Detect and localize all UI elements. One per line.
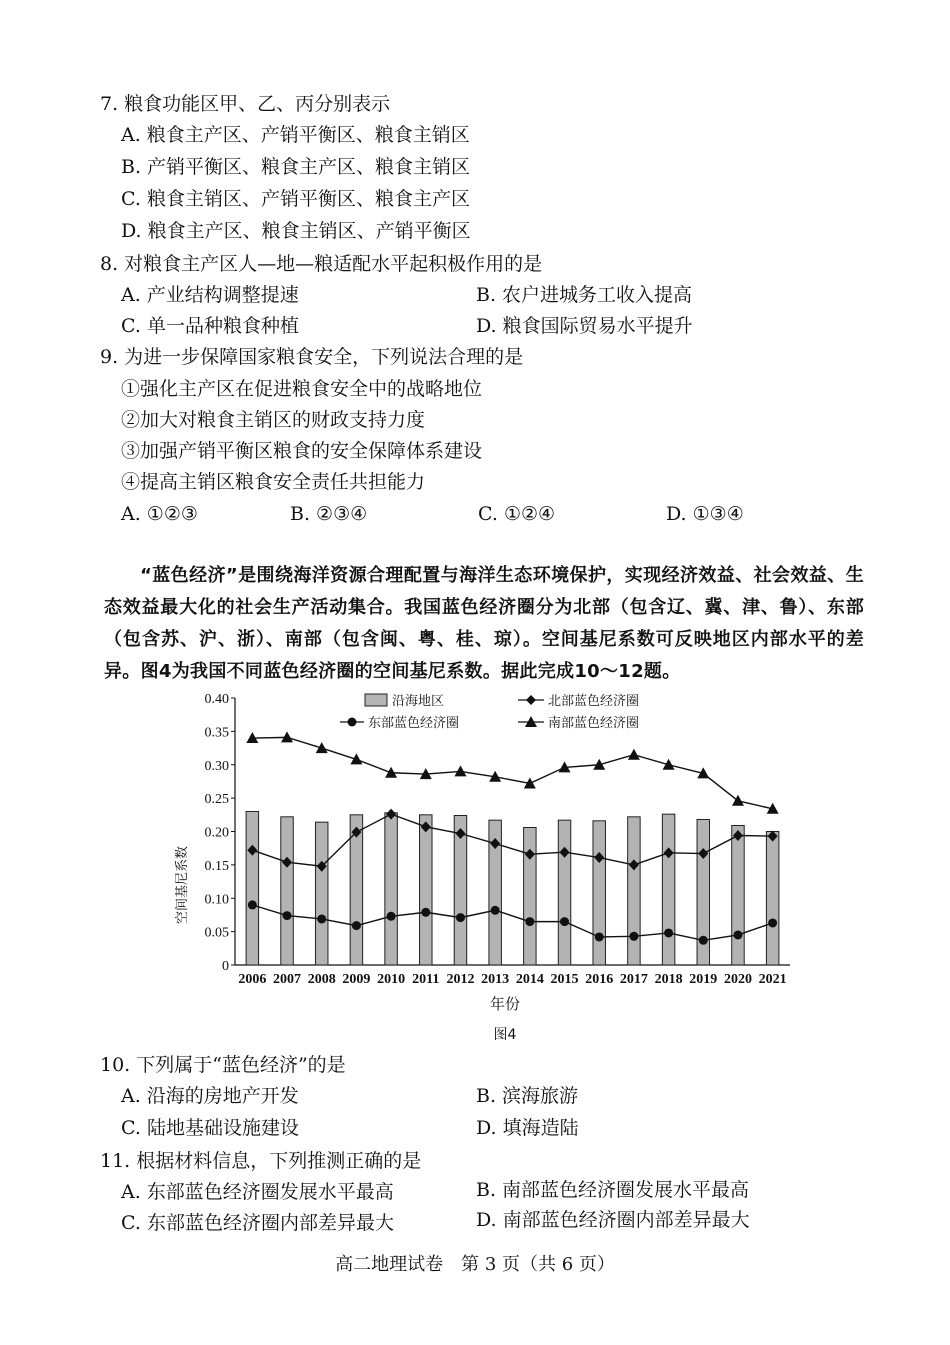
bar-coastal bbox=[593, 821, 605, 965]
x-tick-label: 2015 bbox=[550, 972, 579, 987]
bar-coastal bbox=[732, 825, 744, 965]
y-tick-label: 0.25 bbox=[204, 792, 229, 808]
q7-option-a: A. 粮食主产区、产销平衡区、粮食主销区 bbox=[121, 124, 470, 146]
point-east bbox=[768, 918, 777, 927]
q10-option-b: B. 滨海旅游 bbox=[476, 1085, 579, 1107]
legend-swatch-coastal bbox=[365, 694, 387, 706]
x-tick-label: 2009 bbox=[342, 972, 371, 987]
point-east bbox=[595, 932, 604, 941]
x-tick-label: 2016 bbox=[585, 972, 614, 987]
point-east bbox=[456, 913, 465, 922]
legend-label-east: 东部蓝色经济圈 bbox=[368, 716, 460, 731]
q11-option-a: A. 东部蓝色经济圈发展水平最高 bbox=[121, 1181, 394, 1203]
point-east bbox=[491, 906, 500, 915]
q10-option-a: A. 沿海的房地产开发 bbox=[121, 1085, 299, 1107]
point-east bbox=[352, 921, 361, 930]
chart-ylabel: 空间基尼系数 bbox=[175, 845, 190, 925]
x-tick-label: 2019 bbox=[689, 972, 718, 987]
point-south bbox=[316, 742, 328, 753]
y-tick-label: 0.20 bbox=[204, 825, 229, 841]
y-tick-label: 0.10 bbox=[204, 892, 229, 908]
point-south bbox=[454, 765, 466, 776]
q9-option-b: B. ②③④ bbox=[290, 503, 368, 525]
point-east bbox=[699, 936, 708, 945]
y-tick-label: 0.35 bbox=[204, 725, 229, 741]
chart-title: 图4 bbox=[493, 1027, 517, 1043]
q7-option-b: B. 产销平衡区、粮食主产区、粮食主销区 bbox=[121, 156, 471, 178]
bar-coastal bbox=[524, 827, 536, 965]
q9-statement-4: ④提高主销区粮食安全责任共担能力 bbox=[121, 471, 426, 493]
x-tick-label: 2018 bbox=[654, 972, 683, 987]
point-east bbox=[733, 930, 742, 939]
bar-coastal bbox=[281, 817, 293, 965]
q7-option-c: C. 粮食主销区、产销平衡区、粮食主产区 bbox=[121, 188, 470, 210]
page-footer: 高二地理试卷 第 3 页（共 6 页） bbox=[335, 1254, 615, 1275]
x-tick-label: 2012 bbox=[446, 972, 475, 987]
legend-swatch-east bbox=[348, 718, 357, 727]
x-tick-label: 2011 bbox=[412, 972, 440, 987]
q8-option-d: D. 粮食国际贸易水平提升 bbox=[476, 315, 693, 337]
q8-option-c: C. 单一品种粮食种植 bbox=[121, 315, 299, 337]
point-east bbox=[248, 900, 257, 909]
q7-stem: 7. 粮食功能区甲、乙、丙分别表示 bbox=[100, 93, 391, 115]
q7-option-d: D. 粮食主产区、粮食主销区、产销平衡区 bbox=[121, 220, 471, 242]
legend-label-north: 北部蓝色经济圈 bbox=[548, 694, 640, 709]
series-line-triangle bbox=[252, 737, 772, 808]
point-east bbox=[664, 928, 673, 937]
y-tick-label: 0 bbox=[222, 959, 229, 974]
point-east bbox=[283, 911, 292, 920]
point-east bbox=[525, 917, 534, 926]
point-east bbox=[629, 932, 638, 941]
y-tick-label: 0.30 bbox=[204, 758, 229, 774]
point-east bbox=[317, 914, 326, 923]
y-tick-label: 0.40 bbox=[204, 692, 229, 707]
x-tick-label: 2006 bbox=[238, 972, 267, 987]
q11-option-d: D. 南部蓝色经济圈内部差异最大 bbox=[476, 1209, 750, 1231]
legend-label-south: 南部蓝色经济圈 bbox=[548, 716, 640, 731]
series-line-diamond bbox=[252, 814, 772, 866]
legend-swatch-north bbox=[526, 695, 536, 705]
gini-coefficient-chart bbox=[160, 680, 800, 1050]
point-east bbox=[421, 908, 430, 917]
material-paragraph: “蓝色经济”是围绕海洋资源合理配置与海洋生态环境保护，实现经济效益、社会效益、生态效益最大化的社会生产活动集合。我国蓝色经济圈分为北部（包含辽、冀、津、鲁）、东部（包含苏、沪、浙）、南部（包含闽、粤、桂、琼）。空间基尼系数可反映地区内部水平的差异。图4为我国不同蓝色经济圈的空间基尼系数。据此完成10～12题。 bbox=[104, 565, 864, 682]
q8-option-a: A. 产业结构调整提速 bbox=[121, 284, 299, 306]
bar-coastal bbox=[385, 813, 397, 965]
x-tick-label: 2013 bbox=[481, 972, 510, 987]
x-tick-label: 2007 bbox=[273, 972, 302, 987]
x-tick-label: 2017 bbox=[619, 972, 648, 987]
q9-option-a: A. ①②③ bbox=[121, 503, 198, 525]
q10-stem: 10. 下列属于“蓝色经济”的是 bbox=[100, 1054, 346, 1076]
x-tick-label: 2021 bbox=[758, 972, 787, 987]
legend-label-coastal: 沿海地区 bbox=[392, 694, 445, 709]
bar-coastal bbox=[766, 832, 778, 966]
bar-coastal bbox=[558, 820, 570, 965]
bar-coastal bbox=[246, 811, 258, 965]
x-tick-label: 2020 bbox=[723, 972, 752, 987]
q9-option-c: C. ①②④ bbox=[478, 503, 556, 525]
x-tick-label: 2010 bbox=[377, 972, 406, 987]
point-south bbox=[350, 753, 362, 764]
point-south bbox=[732, 795, 744, 806]
q8-stem: 8. 对粮食主产区人—地—粮适配水平起积极作用的是 bbox=[100, 253, 543, 275]
bar-coastal bbox=[662, 814, 674, 965]
q9-stem: 9. 为进一步保障国家粮食安全，下列说法合理的是 bbox=[100, 346, 524, 368]
q10-option-d: D. 填海造陆 bbox=[476, 1117, 579, 1139]
q9-option-d: D. ①③④ bbox=[666, 503, 744, 525]
x-tick-label: 2008 bbox=[307, 972, 336, 987]
point-east bbox=[560, 917, 569, 926]
point-south bbox=[628, 749, 640, 760]
q9-statement-1: ①强化主产区在促进粮食安全中的战略地位 bbox=[121, 378, 483, 400]
chart-xlabel: 年份 bbox=[489, 995, 521, 1013]
q11-option-c: C. 东部蓝色经济圈内部差异最大 bbox=[121, 1212, 394, 1234]
point-east bbox=[387, 912, 396, 921]
series-line-circle bbox=[252, 905, 772, 940]
bar-coastal bbox=[315, 822, 327, 965]
q8-option-b: B. 农户进城务工收入提高 bbox=[476, 284, 693, 306]
y-tick-label: 0.05 bbox=[204, 925, 229, 941]
q9-statement-2: ②加大对粮食主销区的财政支持力度 bbox=[121, 409, 426, 431]
q11-stem: 11. 根据材料信息，下列推测正确的是 bbox=[100, 1150, 422, 1172]
q10-option-c: C. 陆地基础设施建设 bbox=[121, 1117, 299, 1139]
bar-coastal bbox=[628, 817, 640, 965]
chart-legend bbox=[340, 693, 639, 731]
y-tick-label: 0.15 bbox=[204, 858, 229, 874]
q9-statement-3: ③加强产销平衡区粮食的安全保障体系建设 bbox=[121, 440, 483, 462]
bar-coastal bbox=[420, 815, 432, 965]
q11-option-b: B. 南部蓝色经济圈发展水平最高 bbox=[476, 1179, 750, 1201]
x-tick-label: 2014 bbox=[515, 972, 544, 987]
